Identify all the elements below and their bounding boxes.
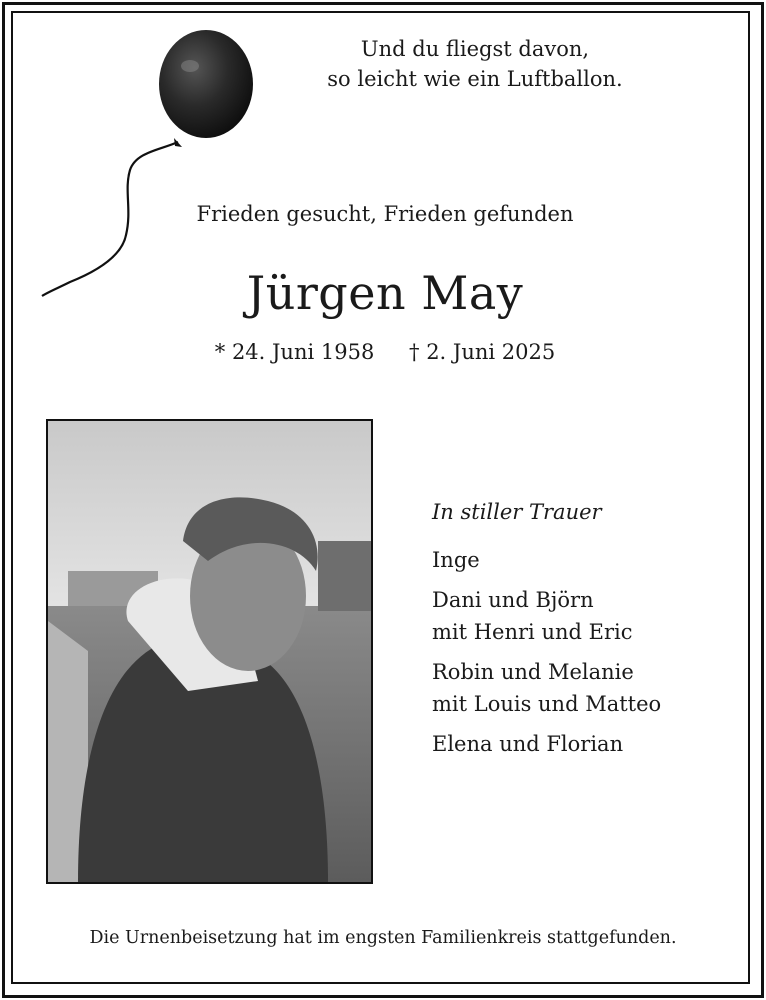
death-date: † 2. Juni 2025 bbox=[409, 340, 556, 364]
mourner-group bbox=[432, 544, 661, 576]
mourner-line: mit Louis und Matteo bbox=[432, 692, 662, 716]
motto: Frieden gesucht, Frieden gefunden bbox=[196, 202, 574, 226]
poem-line: so leicht wie ein Luftballon. bbox=[327, 67, 623, 91]
mourner-line: Inge bbox=[432, 548, 480, 572]
mourner-line: mit Henri und Eric bbox=[432, 620, 633, 644]
poem-line: Und du fliegst davon, bbox=[360, 37, 590, 61]
mourners-heading: In stiller Trauer bbox=[432, 500, 602, 524]
portrait-photo bbox=[46, 419, 373, 884]
deceased-name: Jürgen May bbox=[246, 266, 524, 320]
mourner-line: Dani und Björn bbox=[432, 588, 594, 612]
mourner-line: Robin und Melanie bbox=[432, 660, 634, 684]
balloon-icon bbox=[40, 30, 260, 305]
poem bbox=[290, 34, 660, 94]
life-dates bbox=[150, 340, 620, 364]
mourner-group bbox=[432, 728, 661, 760]
mourner-group bbox=[432, 584, 661, 648]
portrait-image bbox=[48, 421, 371, 882]
footer-note: Die Urnenbeisetzung hat im engsten Familienkreis stattgefunden. bbox=[89, 928, 677, 948]
mourner-line: Elena und Florian bbox=[432, 732, 624, 756]
birth-date: * 24. Juni 1958 bbox=[214, 340, 375, 364]
mourner-group bbox=[432, 656, 661, 720]
mourners-list bbox=[432, 496, 661, 768]
